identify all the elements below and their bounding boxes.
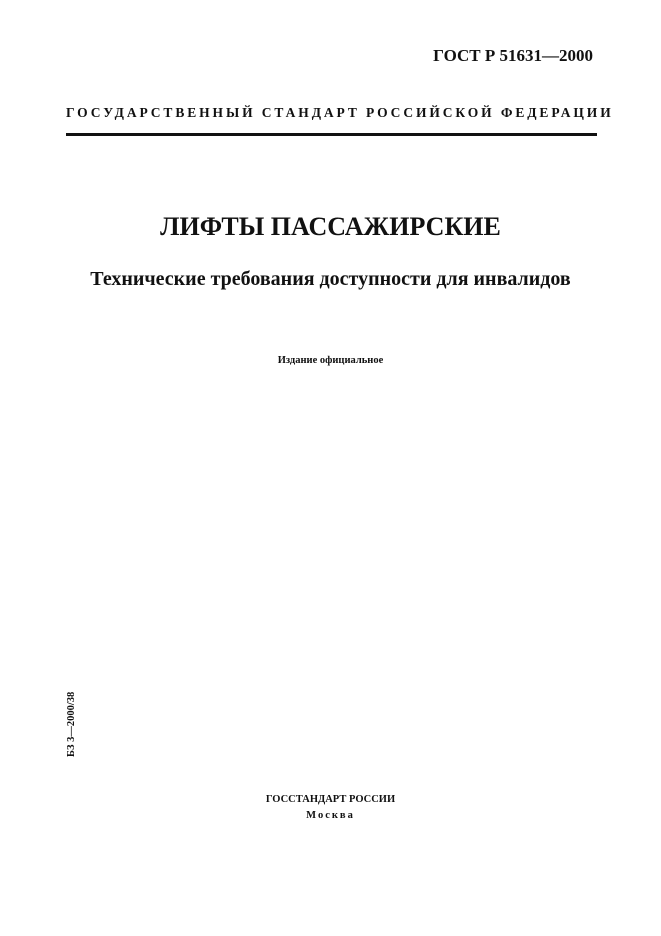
edition-note: Издание официальное — [277, 355, 384, 366]
side-catalog-code: БЗ 3—2000/38 — [66, 691, 77, 757]
document-subtitle: Технические требования доступности для инвалидов — [90, 268, 571, 290]
publisher-city: Москва — [306, 810, 355, 821]
document-title: ЛИФТЫ ПАССАЖИРСКИЕ — [160, 212, 501, 241]
header-divider — [66, 133, 597, 136]
standard-type-heading: ГОСУДАРСТВЕННЫЙ СТАНДАРТ РОССИЙСКОЙ ФЕДЕРАЦИИ — [66, 105, 614, 120]
publisher-name: ГОССТАНДАРТ РОССИИ — [265, 794, 396, 805]
document-number: ГОСТ Р 51631—2000 — [433, 46, 593, 65]
